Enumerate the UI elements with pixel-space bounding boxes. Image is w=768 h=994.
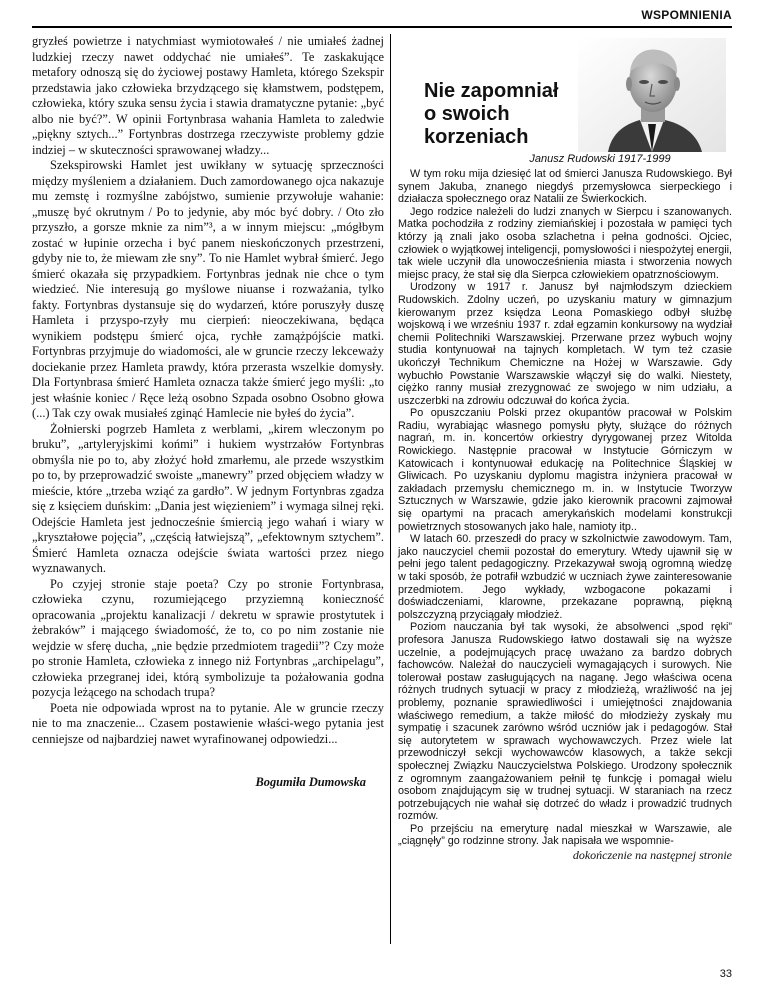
left-paragraph: Poeta nie odpowiada wprost na to pytanie. Ale w gruncie rzeczy nie to ma znaczenie... Czasem postawienie właści-wego pytania jest cenniejsze od najbardziej nawet wyrafinowanej odpowiedzi...	[32, 700, 384, 746]
right-paragraph: Poziom nauczania był tak wysoki, że absolwenci „spod ręki” profesora Janusza Rudowskiego łatwo dostawali się na wyższe uczelnie, a podejmujących pracę uważano za bardzo dobrych fachowców. Należał do nauczycieli wymagających i surowych. Nie tolerował postaw zasługujących na naganę. Jego właściwa ocena różnych trudnych sytuacji w pracy z młodzieżą, wrażliwość na jej problemy, poznanie sprawiedliwości i umiejętności znajdowania właściwego remedium, a także miłość do młodzieży zyskały mu sympatię i szacunek zarówno wśród uczniów jak i pedagogów. Stał się autorytetem w sprawach wychowawczych. Przez wiele lat przewodniczył sekcji wychowawców klasowych, a także sekcji społecznej Związku Nauczycielstwa Polskiego. Urodzony społecznik z ogromnym zaangażowaniem pełnił tę funkcję i pomagał wielu osobom znajdującym się w trudnej sytuacji. W staraniach na rzecz potrzebujących nie wahał się dotrzeć do władz i prowadzić trudnych rozmów.	[398, 621, 732, 823]
right-paragraph: W tym roku mija dziesięć lat od śmierci Janusza Rudowskiego. Był synem Jakuba, znanego niegdyś przemysłowca sierpeckiego i działacza społecznego oraz Natalii ze Świerkockich.	[398, 168, 732, 206]
right-column	[398, 34, 732, 863]
page-number: 33	[719, 968, 732, 980]
right-paragraph: W latach 60. przeszedł do pracy w szkolnictwie zawodowym. Tam, jako nauczyciel chemii pozostał do emerytury. Wtedy ujawnił się w pełni jego talent pedagogiczny. Przekazywał swoją ogromną wiedzę w taki sposób, że potrafił wzbudzić w uczniach żywe zainteresowanie przedmiotem. Jego wykłady, wzbogacone pokazami i doświadczeniami, klarowne, przekazane poprawną, piękną polszczyzną przyciągały młodzież.	[398, 533, 732, 621]
article-header	[398, 34, 732, 152]
author-signature: Bogumiła Dumowska	[255, 775, 366, 789]
article-body	[398, 168, 732, 848]
right-paragraph: Po opuszczaniu Polski przez okupantów pracował w Polskim Radiu, wyrabiając własnego pomysłu płyty, służące do różnych nagrań, m. in. koncertów orkiestry dyrygowanej przez Witolda Rowickiego. Następnie pracował w Instytucie Górniczym w Katowicach i kontynuował edukację na Politechnice Śląskiej w Gliwicach. Po uzyskaniu dyplomu magistra inżyniera pracował w zakładach przemysłu chemicznego m. in. w Instytucie Tworzyw Sztucznych w Warszawie, gdzie jako kierownik pracowni zajmował się opartymi na pracach amerykańskich modelami konstrukcji powietrznych stosowanych jako hale, namioty itp..	[398, 407, 732, 533]
article-title: Nie zapomniał o swoich korzeniach	[424, 80, 559, 148]
photo-caption: Janusz Rudowski 1917-1999	[529, 153, 671, 165]
left-paragraph: gryzłeś powietrze i natychmiast wymiotowałeś / nie umiałeś żadnej ludzkiej rzeczy nawet oddychać nie umiałeś”. Te zaskakujące metafory odnoszą się do życiowej postawy Hamleta, którego Szekspir przedstawia jako człowieka brzydzącego się kłamstwem, podstępem, człowieka, który szuka sensu życia i stawia dramatyczne pytanie: „być albo nie być?”. W opinii Fortynbrasa wahania Hamleta to zaledwie „piękny sztych...” Fortynbras dostrzega rzeczywiste problemy gdzie indziej – w skuteczności sprawowanej władzy...	[32, 34, 384, 157]
left-paragraph: Szekspirowski Hamlet jest uwikłany w sytuację sprzeczności między myśleniem a działaniem. Duch zamordowanego ojca nakazuje mu zemstę i rozmyślne zabójstwo, sumienie przywołuje wahanie: „muszę być okrutnym / Po to jedynie, aby móc być dobry. / Oto zło przyszło, a gorsze mknie za nim”³, a w innym miejscu: „mógłbym zostać w łupinie orzecha i być panem nieskończonych przestrzeni, gdyby nie to, że miewam złe sny”. To nie Hamlet wybrał śmierć. Jego śmierć okazała się przypadkiem. Fortynbras jednak nie chce o tym wiedzieć. Nie interesują go myślowe niuanse i rozważania, tylko fakty. Fortynbras dystansuje się do wydarzeń, które poruszyły duszę Hamleta i przyspo-rzyły mu cierpień: nieoczekiwana, będąca wynikiem podstępu śmierć ojca, rychłe zamążpójście matki. Fortynbras przyjmuje do wiadomości, ale w gruncie rzeczy lekceważy dociekanie przez Hamleta prawdy, która przerasta wszelkie domysły. Dla Fortynbrasa śmierć Hamleta oznacza także śmierć jego myśli: „to jest właśnie koniec / Ręce leżą osobno Szpada osobno Osobno głowa (...) Tak czy owak musiałeś zginąć Hamlecie nie byłeś do życia”.	[32, 158, 384, 420]
header-rule	[32, 26, 732, 28]
portrait-photo	[578, 38, 726, 152]
left-paragraph: Po czyjej stronie staje poeta? Czy po stronie Fortynbrasa, człowieka czynu, rozumiejącego przyziemną konieczność opracowania „projektu kanalizacji / dekretu w sprawie prostytutek i żebraków” i mającego świadomość, że to, co po nim zostanie nie wejdzie w sferę ducha, „nie będzie przedmiotem tragedii”? Czy może po stronie Hamleta, człowieka z innego niż Fortynbras „archipelagu”, człowieka przegranej idei, którą symbolizuje ta pożałowania godna pozycja leżącego na schodach trupa?	[32, 576, 384, 699]
left-column	[32, 34, 384, 791]
right-paragraph: Jego rodzice należeli do ludzi znanych w Sierpcu i szanowanych. Matka pochodziła z rodziny ziemiańskiej i pozostała w pamięci tych którzy ją znali jako osoba szlachetna i pełna godności. Ojciec, człowiek o wyjątkowej inteligencji, pomysłowości i niespożytej energii, tak wiele uczynił dla unowocześnienia miasta i stworzenia nowych miejsc pracy, że stał się dla Sierpca człowiekiem opatrznościowym.	[398, 205, 732, 281]
column-divider	[390, 34, 391, 944]
section-header: WSPOMNIENIA	[641, 8, 732, 22]
right-paragraph: Po przejściu na emeryturę nadal mieszkał w Warszawie, ale „ciągnęły” go rodzinne strony. Jak napisała we wspomnie-	[398, 822, 732, 848]
continued-note: dokończenie na następnej stronie	[572, 848, 732, 863]
portrait-image	[578, 38, 726, 152]
right-paragraph: Urodzony w 1917 r. Janusz był najmłodszym dzieckiem Rudowskich. Zdolny uczeń, po uzyskaniu matury w gimnazjum kierowanym przez księdza Leona Pomaskiego odbył służbę wojskową i we wrześniu 1937 r. zdał egzamin konkursowy na wydział chemii Politechniki Warszawskiej. Przerwane przez wybuch wojny studia kontynuował na tajnych kompletach. W tym też czasie ukończył Technikum Chemiczne na Hożej w Warszawie. Gdy wybuchło Powstanie Warszawskie włączył się do walki. Niestety, ciężko ranny musiał zrezygnować ze swojego w nim udziału, a uszczerbki na zdrowiu odczuwał do końca życia.	[398, 281, 732, 407]
left-paragraph: Żołnierski pogrzeb Hamleta z werblami, „kirem wleczonym po bruku”, „artyleryjskimi końmi” i hukiem wystrzałów Fortynbras obmyśla nie po to, aby złożyć hołd zmarłemu, ale przede wszystkim po to, by przeprowadzić swoiste „manewry” przed objęciem władzy w mieście, które „trzeba wziąć za gardło”. W jednym Fortynbras zgadza się z księciem duńskim: „Dania jest więzieniem” i wymaga silnej ręki. Odejście Hamleta jest jednocześnie śmiercią jego wahań i wiary w „kryształowe pojęcia”, „częścią łatwiejszą”, „efektownym sztychem”. Śmierć Hamleta oznacza odejście świata wartości przez niego wyznawanych.	[32, 421, 384, 575]
